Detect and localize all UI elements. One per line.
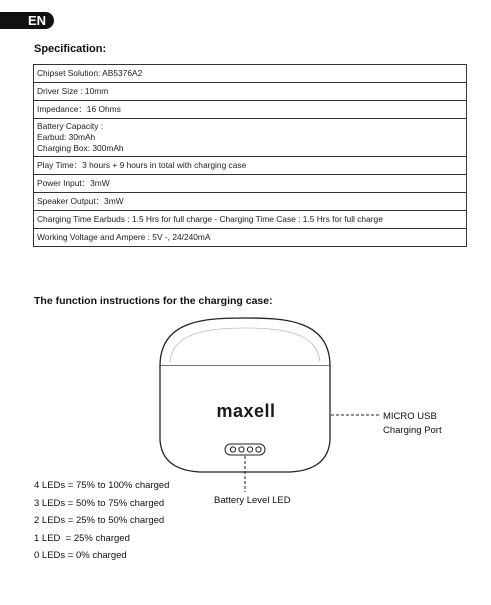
battery-led-window xyxy=(225,444,265,455)
specification-title: Specification: xyxy=(34,43,107,55)
led-status-list xyxy=(34,477,169,565)
spec-line: Charging Time Earbuds : 1.5 Hrs for full charge - Charging Time Case : 1.5 Hrs for full charge xyxy=(37,214,383,224)
led-status-item: 0 LEDs = 0% charged xyxy=(34,550,127,561)
led-status-item: 4 LEDs = 75% to 100% charged xyxy=(34,480,170,491)
case-lid xyxy=(160,318,330,366)
spec-line: Driver Size : 10mm xyxy=(37,86,109,96)
spec-line: Impedance：16 Ohms xyxy=(37,104,121,114)
spec-line: Battery Capacity : xyxy=(37,121,104,131)
spec-line: Speaker Output：3mW xyxy=(37,196,124,206)
led-status-item: 2 LEDs = 25% to 50% charged xyxy=(34,515,165,526)
led-status-item: 1 LED = 25% charged xyxy=(34,532,130,544)
case-brand-logo: maxell xyxy=(216,401,276,421)
led-status-item: 3 LEDs = 50% to 75% charged xyxy=(34,497,165,509)
language-badge: EN xyxy=(0,12,54,29)
micro-usb-port-label: MICRO USB Charging Port xyxy=(383,411,442,436)
spec-line: Working Voltage and Ampere : 5V -, 24/240mA xyxy=(37,232,211,242)
spec-line: Chipset Solution: AB5376A2 xyxy=(37,68,143,78)
battery-level-led-label: Battery Level LED xyxy=(214,495,291,506)
spec-line: Earbud: 30mAh xyxy=(37,132,96,142)
spec-line: Power Input：3mW xyxy=(37,178,110,188)
spec-line: Play Time：3 hours + 9 hours in total with charging case xyxy=(37,160,247,170)
function-instructions-title: The function instructions for the charging case: xyxy=(34,295,273,307)
spec-line: Charging Box: 300mAh xyxy=(37,143,124,153)
